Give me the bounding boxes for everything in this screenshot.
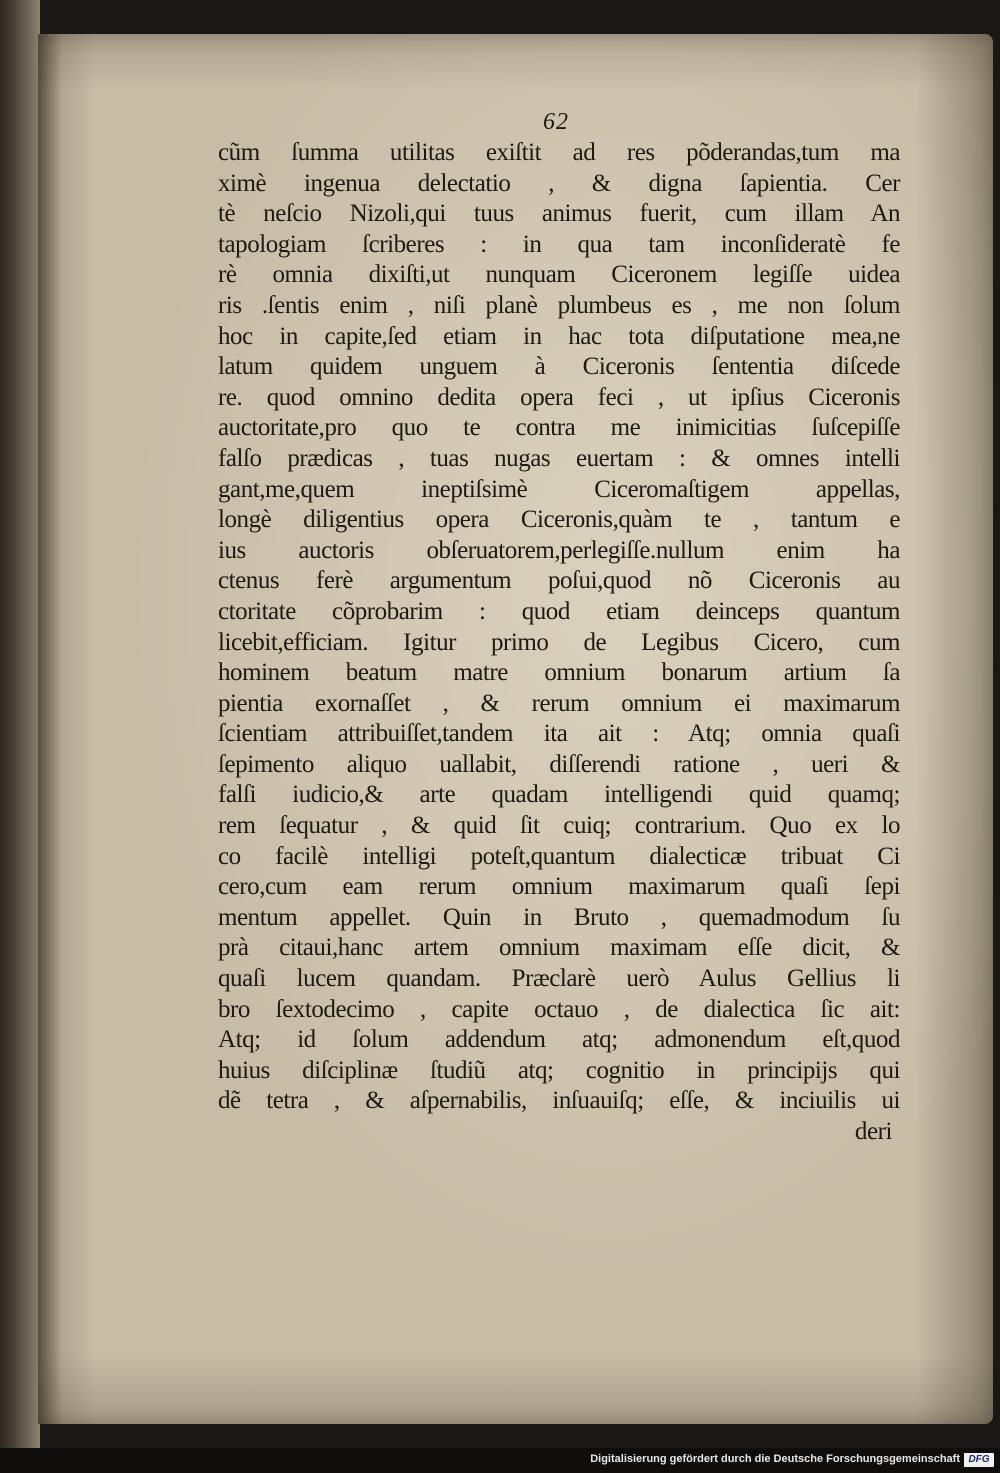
text-line: re. quod omnino dedita opera feci , ut ipſius Ciceronis: [218, 383, 900, 411]
text-line: pientia exornaſſet , & rerum omnium ei maximarum: [218, 689, 900, 717]
text-line: gant,me,quem ineptiſsimè Ciceromaſtigem appellas,: [218, 475, 900, 503]
text-line: ris .ſentis enim , niſi planè plumbeus es , me non ſolum: [218, 291, 900, 319]
text-line: huius diſciplinæ ſtudiũ atq; cognitio in principijs qui: [218, 1056, 900, 1084]
text-line: bro ſextodecimo , capite octauo , de dialectica ſic ait:: [218, 995, 900, 1023]
text-line: tapologiam ſcriberes : in qua tam inconſideratè fe: [218, 230, 900, 258]
text-line: ctoritate cõprobarim : quod etiam deinceps quantum: [218, 597, 900, 625]
funding-credit: Digitalisierung gefördert durch die Deutsche Forschungsgemeinschaft: [590, 1453, 960, 1465]
text-line: ſepimento aliquo uallabit, diſſerendi ratione , ueri &: [218, 750, 900, 778]
gutter-shadow: [38, 34, 62, 1424]
text-line: latum quidem unguem à Ciceronis ſententia diſcede: [218, 353, 900, 381]
text-line: hominem beatum matre omnium bonarum artium ſa: [218, 659, 900, 687]
text-line: mentum appellet. Quin in Bruto , quemadmodum ſu: [218, 903, 900, 931]
text-line: cũm ſumma utilitas exiſtit ad res põderandas,tum ma: [218, 139, 900, 166]
text-line: ius auctoris obſeruatorem,perlegiſſe.nullum enim ha: [218, 536, 900, 564]
text-line: cero,cum eam rerum omnium maximarum quaſi ſepi: [218, 873, 900, 901]
text-line: falſi iudicio,& arte quadam intelligendi quid quamq;: [218, 781, 900, 809]
text-line: auctoritate,pro quo te contra me inimicitias ſuſcepiſſe: [218, 414, 900, 442]
text-line: quaſi lucem quandam. Præclarè uerò Aulus Gellius li: [218, 965, 900, 993]
text-line: tè neſcio Nizoli,qui tuus animus fuerit, cum illam An: [218, 200, 900, 228]
page-number: 62: [543, 109, 569, 135]
text-line: longè diligentius opera Ciceronis,quàm te , tantum e: [218, 506, 900, 534]
text-line: rè omnia dixiſti,ut nunquam Ciceronem legiſſe uidea: [218, 261, 900, 289]
text-line: dẽ tetra , & aſpernabilis, inſuauiſq; eſſe, & inciuilis ui: [218, 1087, 900, 1115]
text-line: hoc in capite,ſed etiam in hac tota diſputatione mea,ne: [218, 322, 900, 350]
text-line: Atq; id ſolum addendum atq; admonendum eſt,quod: [218, 1026, 900, 1054]
text-line: co facilè intelligi poteſt,quantum dialecticæ tribuat Ci: [218, 842, 900, 870]
book-edge: [0, 0, 40, 1448]
catchword: deri: [854, 1118, 892, 1145]
text-line: licebit,efficiam. Igitur primo de Legibus Cicero, cum: [218, 628, 900, 656]
text-line: ſcientiam attribuiſſet,tandem ita ait : Atq; omnia quaſi: [218, 720, 900, 748]
dfg-logo-icon: DFG: [964, 1453, 994, 1467]
body-text: [218, 138, 900, 1148]
footer-bar: [0, 1448, 1000, 1473]
text-line: rem ſequatur , & quid ſit cuiq; contrarium. Quo ex lo: [218, 812, 900, 840]
text-line: ctenus ferè argumentum poſui,quod nõ Ciceronis au: [218, 567, 900, 595]
text-line: prà citaui,hanc artem omnium maximam eſſe dicit, &: [218, 934, 900, 962]
text-line: falſo prædicas , tuas nugas euertam : & omnes intelli: [218, 444, 900, 472]
text-line: ximè ingenua delectatio , & digna ſapientia. Cer: [218, 169, 900, 197]
